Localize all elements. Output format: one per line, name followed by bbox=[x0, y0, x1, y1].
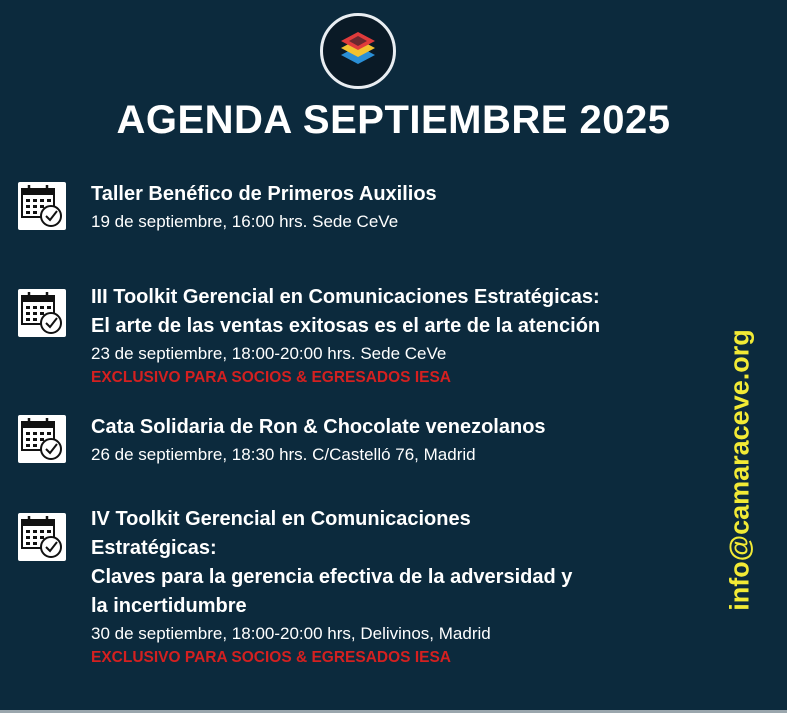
event-title: la incertidumbre bbox=[91, 595, 247, 617]
event-note: EXCLUSIVO PARA SOCIOS & EGRESADOS IESA bbox=[91, 369, 452, 386]
event-title: El arte de las ventas exitosas es el arte de la atención bbox=[91, 315, 601, 337]
calendar-check-icon bbox=[18, 415, 66, 463]
event-note: EXCLUSIVO PARA SOCIOS & EGRESADOS IESA bbox=[91, 649, 452, 666]
event-title: Cata Solidaria de Ron & Chocolate venezolanos bbox=[91, 416, 546, 438]
event-title: Taller Benéfico de Primeros Auxilios bbox=[91, 183, 437, 205]
calendar-check-icon bbox=[18, 513, 66, 561]
calendar-check-icon bbox=[18, 289, 66, 337]
layered-diamond-logo-icon bbox=[323, 16, 393, 86]
logo bbox=[320, 13, 396, 89]
event-detail: 19 de septiembre, 16:00 hrs. Sede CeVe bbox=[91, 212, 399, 231]
event-detail: 26 de septiembre, 18:30 hrs. C/Castelló 76, Madrid bbox=[91, 445, 476, 464]
contact-email[interactable]: info@camaraceve.org bbox=[724, 329, 755, 611]
event-title: Claves para la gerencia efectiva de la adversidad y bbox=[91, 566, 573, 588]
calendar-check-icon bbox=[18, 182, 66, 230]
page-title: AGENDA SEPTIEMBRE 2025 bbox=[116, 98, 671, 142]
event-detail: 23 de septiembre, 18:00-20:00 hrs. Sede CeVe bbox=[91, 344, 447, 363]
event-title: III Toolkit Gerencial en Comunicaciones Estratégicas: bbox=[91, 286, 600, 308]
event-title: IV Toolkit Gerencial en Comunicaciones bbox=[91, 508, 471, 530]
event-title: Estratégicas: bbox=[91, 537, 217, 559]
event-detail: 30 de septiembre, 18:00-20:00 hrs, Delivinos, Madrid bbox=[91, 624, 491, 643]
